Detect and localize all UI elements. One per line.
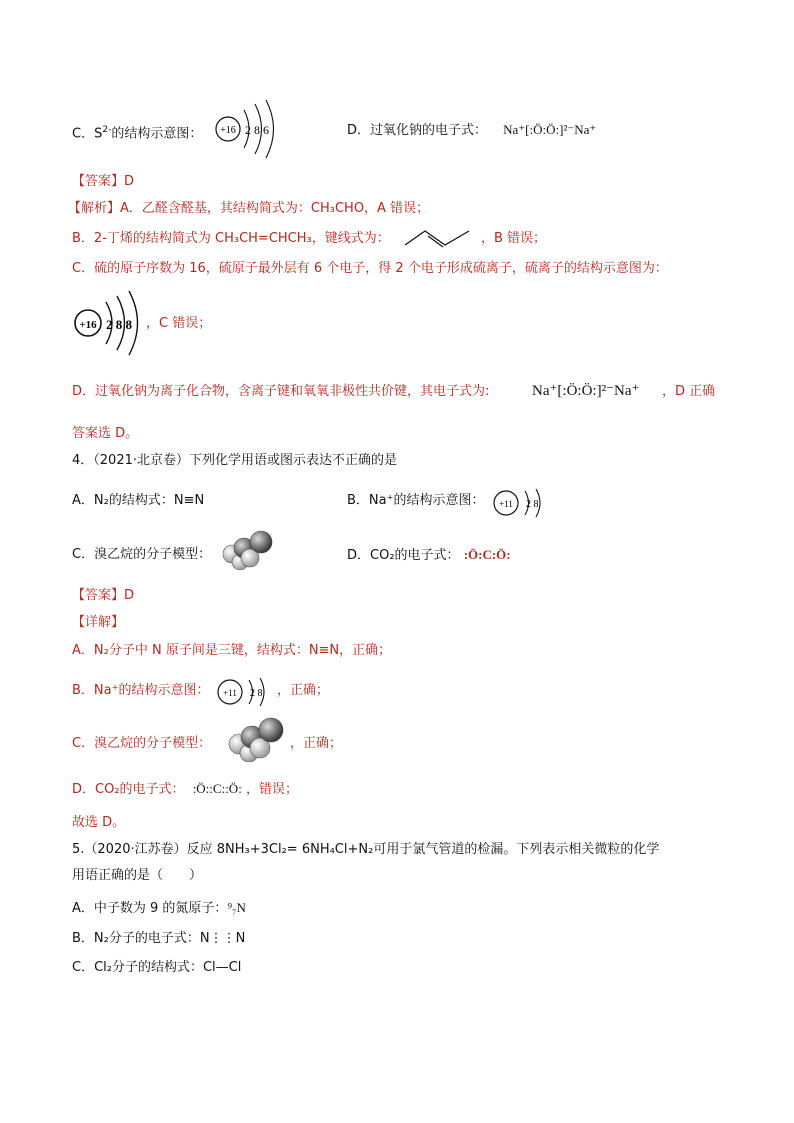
q5-stem-line1 <box>72 841 659 859</box>
q5-option-a <box>72 899 246 918</box>
q3-answer-value: D <box>124 174 135 189</box>
q4-answer <box>72 587 134 605</box>
q4-option-b-text: B．Na⁺的结构示意图： <box>347 493 485 508</box>
q4-detail-a <box>72 642 391 660</box>
q5-option-b <box>72 930 245 948</box>
q4-detail-d-tail: ，错误； <box>245 782 298 797</box>
q4-answer-label: 【答案】 <box>72 588 125 603</box>
q4-option-d-formula: :Ö:C:Ö: <box>463 547 511 562</box>
q3-analysis-b-tail-line <box>481 230 546 248</box>
sulfide-ion-nucleus: +16 <box>79 319 97 331</box>
bromoethane-model-option <box>220 530 276 570</box>
q4-detail-a-text: A．N₂分子中 N 原子间是三键，结构式：N≡N，正确； <box>72 643 392 658</box>
q4-detail-b-tail: ，正确； <box>277 683 330 698</box>
q3-analysis-a <box>68 200 429 218</box>
sulfide-ion-diagram <box>72 286 152 358</box>
q3-option-d-label: D．过氧化钠的电子式： <box>347 123 488 138</box>
q3-analysis-b-text: B．2-丁烯的结构简式为 CH₃CH=CHCH₃，键线式为： <box>72 231 390 246</box>
q5-option-a-nuclide: ⁹₇N <box>227 900 246 915</box>
q5-option-b-text: B．N₂分子的电子式：N⋮⋮N <box>72 931 246 946</box>
q3-analysis-d-tail: ，D 正确 <box>662 384 716 399</box>
q3-analysis-b <box>72 230 390 248</box>
q3-option-c-sup: 2- <box>102 125 112 135</box>
q3-option-c-suffix: 的结构示意图： <box>111 126 203 142</box>
sodium-ion-detail-nucleus: +11 <box>223 688 237 698</box>
q3-analysis-c-text: C．硫的原子序数为 16，硫原子最外层有 6 个电子，得 2 个电子形成硫离子，硫离子的结构示意图为： <box>72 261 668 276</box>
q5-option-c <box>72 959 241 977</box>
sodium-ion-option-shells: 2 8 <box>526 499 539 510</box>
q3-analysis-a-text: A．乙醛含醛基，其结构简式为：CH₃CHO，A 错误； <box>120 201 430 216</box>
q3-conclusion-text: 答案选 D。 <box>72 426 139 441</box>
sodium-ion-option-nucleus: +11 <box>499 499 513 509</box>
q4-option-b <box>347 492 484 510</box>
q3-analysis-d-formula-line <box>532 382 639 400</box>
q4-option-a-text: A．N₂的结构式：N≡N <box>72 493 205 508</box>
q3-analysis-d-tail-line <box>662 383 715 401</box>
butene-skeletal-formula <box>403 225 475 251</box>
q3-option-c-prefix: C．S <box>72 126 103 142</box>
sulfide-ion-shells: 2 8 8 <box>106 317 132 332</box>
sulfur-atom-shells: 2 8 6 <box>245 123 269 137</box>
q5-option-a-text: A．中子数为 9 的氮原子： <box>72 901 228 916</box>
q3-option-d-formula: Na⁺[:Ö:Ö:]²⁻Na⁺ <box>503 122 597 137</box>
q4-conclusion <box>72 814 125 832</box>
q3-analysis-c-tail: ，C 错误； <box>146 316 212 331</box>
sulfur-atom-diagram <box>214 96 284 160</box>
q4-detail-b-text: B．Na⁺的结构示意图： <box>72 683 210 698</box>
q3-conclusion <box>72 425 138 443</box>
q3-analysis-label: 【解析】 <box>68 201 121 216</box>
q4-option-d <box>347 546 511 565</box>
q3-analysis-c <box>72 260 668 278</box>
sodium-ion-diagram-detail <box>215 675 277 709</box>
q4-detail-label: 【详解】 <box>72 615 125 630</box>
q3-answer-label: 【答案】 <box>72 174 125 189</box>
q3-analysis-d <box>72 383 489 401</box>
q5-stem-line2-text: 用语正确的是（ ） <box>72 868 203 883</box>
bromoethane-model-detail <box>227 716 287 762</box>
q4-conclusion-text: 故选 D。 <box>72 815 126 830</box>
q5-option-c-text: C．Cl₂分子的结构式：Cl—Cl <box>72 960 242 975</box>
sodium-ion-diagram-option <box>491 486 553 520</box>
q5-stem-line2 <box>72 867 202 885</box>
q4-option-c-text: C．溴乙烷的分子模型： <box>72 547 212 562</box>
q4-detail-d <box>72 780 298 799</box>
q3-option-c <box>72 121 202 143</box>
sulfur-atom-nucleus: +16 <box>220 125 236 136</box>
q4-detail-c-tail-line <box>290 735 342 753</box>
sodium-ion-detail-shells: 2 8 <box>250 688 263 699</box>
q4-detail-d-formula: :Ö::C::Ö: <box>192 781 242 796</box>
q4-stem-text: 4．（2021·北京卷）下列化学用语或图示表达不正确的是 <box>72 453 397 468</box>
q4-detail-b <box>72 682 209 700</box>
q3-analysis-d-text: D．过氧化钠为离子化合物，含离子键和氧氧非极性共价键，其电子式为: <box>72 384 490 399</box>
q4-option-a <box>72 492 204 510</box>
q4-detail-c-tail: ，正确； <box>290 736 343 751</box>
q4-detail-label-line <box>72 614 124 632</box>
q4-option-c <box>72 546 211 564</box>
q4-detail-d-text: D．CO₂的电子式： <box>72 782 185 797</box>
q4-answer-value: D <box>124 588 135 603</box>
q3-analysis-d-formula: Na⁺[:Ö:Ö:]²⁻Na⁺ <box>532 383 640 399</box>
q3-answer <box>72 173 134 191</box>
q4-detail-c <box>72 735 211 753</box>
q3-analysis-b-tail: ，B 错误； <box>481 231 547 246</box>
q4-stem <box>72 452 397 470</box>
q3-option-d <box>347 121 596 140</box>
q4-detail-c-text: C．溴乙烷的分子模型： <box>72 736 212 751</box>
q3-analysis-c-tail-line <box>146 315 211 333</box>
q4-detail-b-tail-line <box>277 682 329 700</box>
q5-stem-line1-text: 5.（2020·江苏卷）反应 8NH₃+3Cl₂= 6NH₄Cl+N₂可用于氯气管道的检漏。下列表示相关微粒的化学 <box>72 842 660 857</box>
q4-option-d-text: D．CO₂的电子式： <box>347 548 460 563</box>
